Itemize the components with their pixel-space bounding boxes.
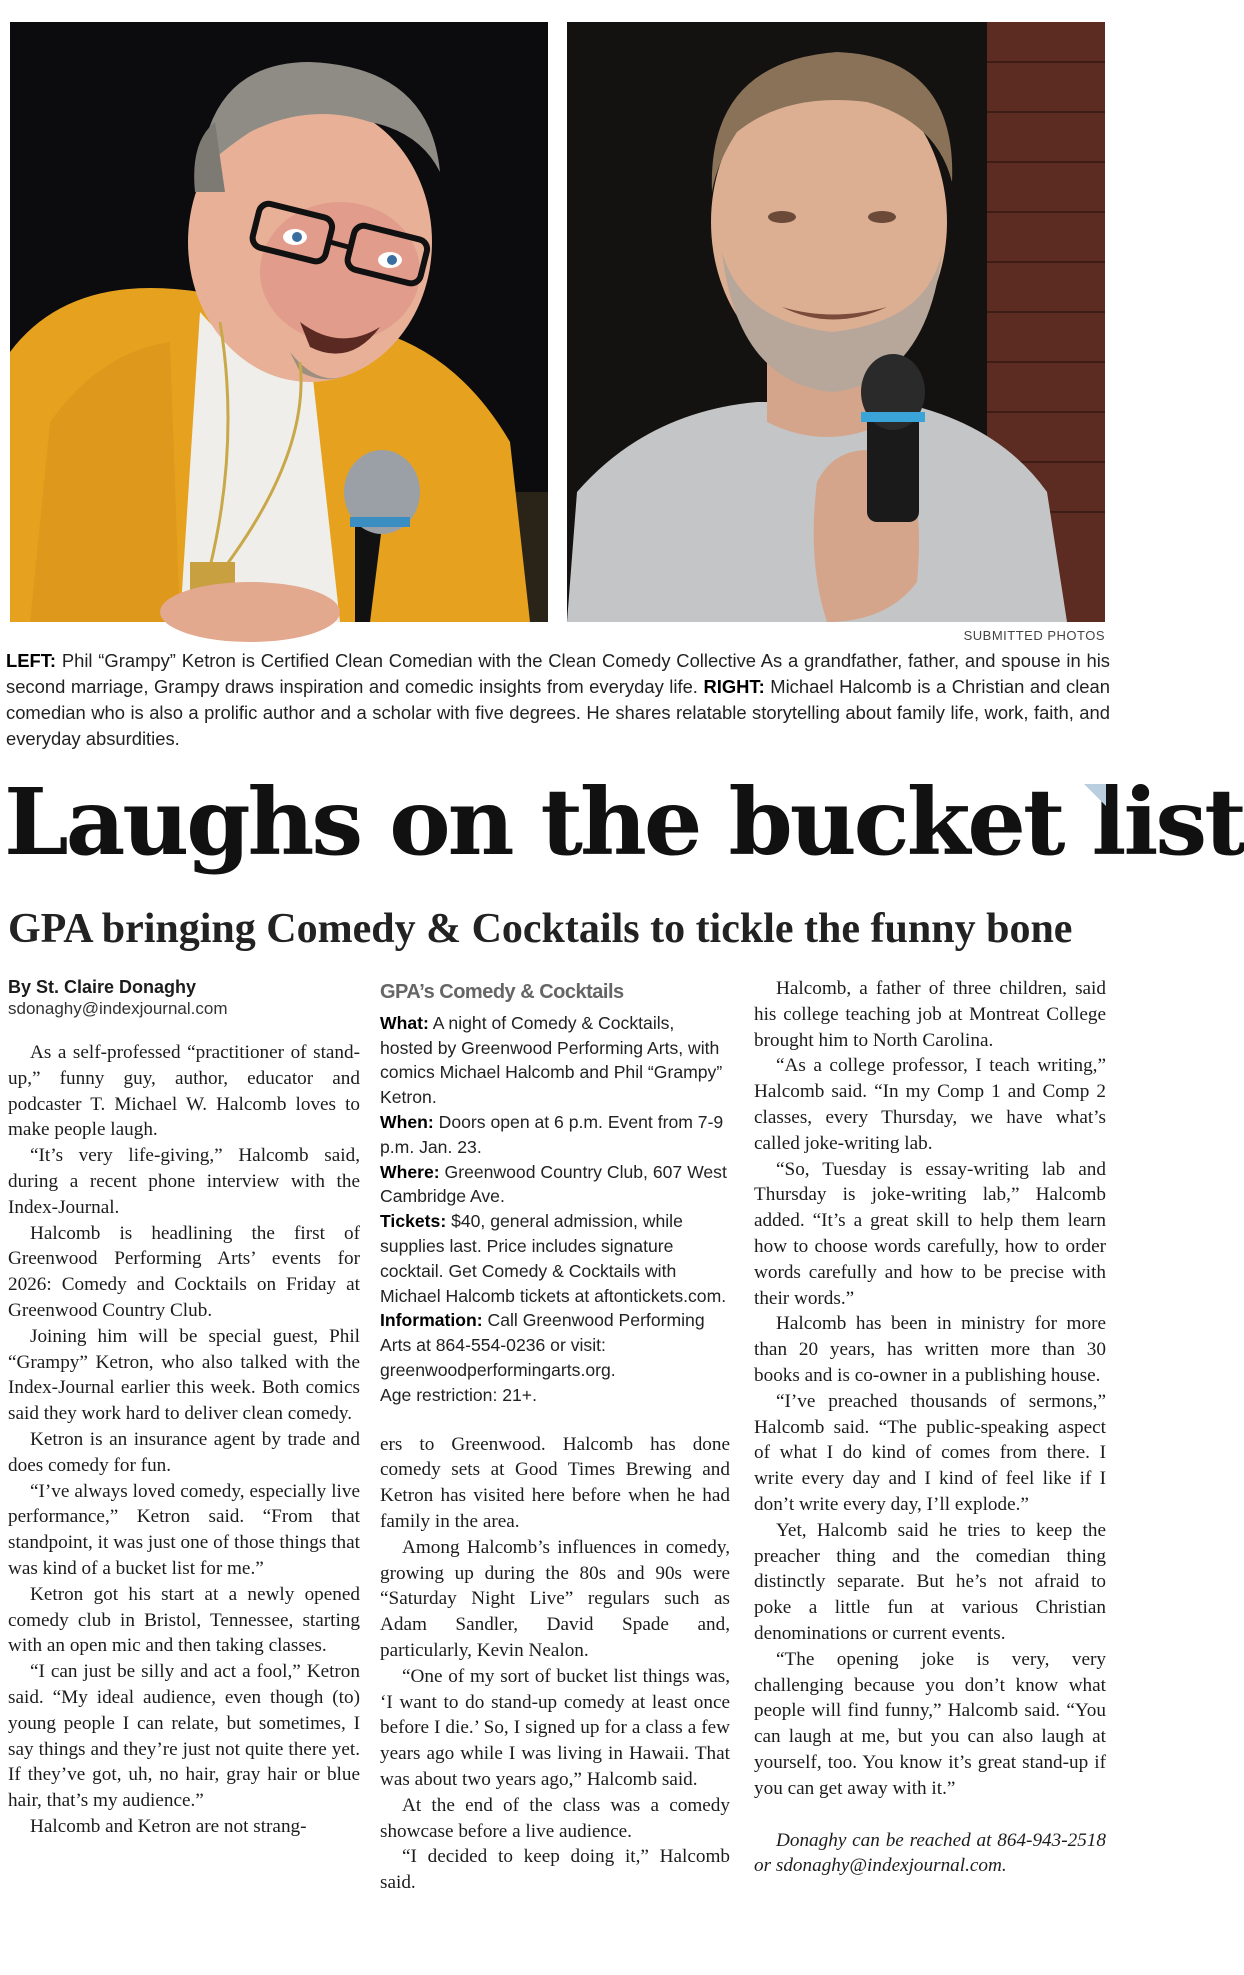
photo-michael-halcomb (567, 22, 1105, 622)
paragraph: Halcomb is headlining the first of Greenwood Performing Arts’ events for 2026: Comedy and Cocktails on Friday at Greenwood Country Club. (8, 1222, 360, 1321)
info-text: Call Greenwood Performing Arts at 864-554-0236 or visit: greenwoodperformingarts.org. (380, 1310, 705, 1380)
info-what (380, 1011, 730, 1110)
photo-phil-ketron (10, 22, 548, 622)
article-column-1 (8, 976, 360, 1840)
event-info-box (380, 980, 730, 1432)
info-when (380, 1110, 730, 1160)
info-label: Tickets: (380, 1211, 447, 1232)
paragraph: “As a college professor, I teach writing,” Halcomb said. “In my Comp 1 and Comp 2 classes, every Thursday, we have what’s called joke-writing lab. (754, 1055, 1106, 1154)
paragraph: Halcomb, a father of three children, said his college teaching job at Montreat College brought him to North Carolina. (754, 978, 1106, 1051)
paragraph: “One of my sort of bucket list things was, ‘I want to do stand-up comedy at least once before I die.’ So, I signed up for a class a few years ago while I was living in Hawaii. That was about two years ago,” Halcomb said. (380, 1665, 730, 1790)
photo-credit: SUBMITTED PHOTOS (963, 628, 1105, 643)
paragraph: As a self-professed “practitioner of stand-up,” funny guy, author, educator and podcaster T. Michael W. Halcomb loves to make people laugh. (8, 1042, 360, 1141)
paragraph: “So, Tuesday is essay-writing lab and Thursday is joke-writing lab,” Halcomb added. “It’s a great skill to help them learn how to choose words carefully, how to order words carefully and how to be precise with their words.” (754, 1158, 1106, 1309)
info-where (380, 1160, 730, 1210)
caption-left-text: Phil “Grampy” Ketron is Certified Clean Comedian with the Clean Comedy Collective As a grandfather, father, and spouse in his second marriage, Grampy draws inspiration and comedic insights from everyday life. (6, 650, 1110, 697)
page-corner-marker (1084, 784, 1106, 806)
author-contact: Donaghy can be reached at 864-943-2518 or sdonaghy@indexjournal.com. (754, 1829, 1106, 1877)
paragraph: Joining him will be special guest, Phil “Grampy” Ketron, who also talked with the Index-Journal earlier this week. Both comics said they work hard to deliver clean comedy. (8, 1325, 360, 1425)
headline: Laughs on the bucket list (4, 768, 1244, 876)
caption-left-label: LEFT: (6, 650, 57, 671)
info-label: What: (380, 1012, 429, 1033)
paragraph: Halcomb has been in ministry for more than 20 years, has written more than 30 books and is co-owner in a publishing house. (754, 1313, 1106, 1386)
byline-author: By St. Claire Donaghy (8, 977, 197, 997)
info-information (380, 1308, 730, 1382)
paragraph: “It’s very life-giving,” Halcomb said, during a recent phone interview with the Index-Journal. (8, 1145, 360, 1218)
paragraph: “I’ve always loved comedy, especially live performance,” Ketron said. “From that standpoint, it was just one of those things that was kind of a bucket list for me.” (8, 1480, 360, 1579)
paragraph: Ketron is an insurance agent by trade and does comedy for fun. (8, 1428, 360, 1476)
info-label: When: (380, 1111, 434, 1132)
info-text: Doors open at 6 p.m. Event from 7-9 p.m. Jan. 23. (380, 1111, 724, 1157)
info-text: Greenwood Country Club, 607 West Cambridge Ave. (380, 1161, 727, 1207)
paragraph: “I decided to keep doing it,” Halcomb said. (380, 1846, 730, 1894)
paragraph: Ketron got his start at a newly opened comedy club in Bristol, Tennessee, starting with an open mic and then taking classes. (8, 1583, 360, 1657)
paragraph: Among Halcomb’s influences in comedy, growing up during the 80s and 90s were “Saturday Night Live” regulars such as Adam Sandler, David Spade and, particularly, Kevin Nealon. (380, 1536, 730, 1661)
article-column-2 (380, 976, 730, 1896)
paragraph: ers to Greenwood. Halcomb has done comedy sets at Good Times Brewing and Ketron has visited here before when he had family in the area. (380, 1433, 730, 1532)
caption-right-label: RIGHT: (703, 676, 765, 697)
info-label: Information: (380, 1310, 483, 1331)
info-label: Where: (380, 1161, 440, 1182)
caption-right-text: Michael Halcomb is a Christian and clean comedian who is also a prolific author and a scholar with five degrees. He shares relatable storytelling about family life, work, faith, and everyday absurdities. (6, 676, 1110, 749)
paragraph: At the end of the class was a comedy showcase before a live audience. (380, 1794, 730, 1842)
info-text: A night of Comedy & Cocktails, hosted by Greenwood Performing Arts, with comics Michael Halcomb and Phil “Grampy” Ketron. (380, 1012, 723, 1108)
paragraph: Yet, Halcomb said he tries to keep the preacher thing and the comedian thing distinctly separate. But he’s not afraid to poke a little fun at various Christian denominations or current events. (754, 1519, 1106, 1644)
info-tickets (380, 1209, 730, 1308)
info-age-restriction: Age restriction: 21+. (380, 1384, 537, 1405)
article-column-3 (754, 976, 1106, 1879)
info-text: $40, general admission, while supplies last. Price includes signature cocktail. Get Comedy & Cocktails with Michael Halcomb tickets at aftontickets.com. (380, 1211, 727, 1306)
paragraph: “I’ve preached thousands of sermons,” Halcomb said. “The public-speaking aspect of what I do kind of comes from there. I write every day and I kind of feel like if I don’t write every day, I’ll explode.” (754, 1390, 1106, 1515)
paragraph: “The opening joke is very, very challenging because you don’t know what people will find funny,” Halcomb said. “You can laugh at me, but you can also laugh at yourself, too. You know it’s great stand-up if you can get away with it.” (754, 1648, 1106, 1799)
paragraph: “I can just be silly and act a fool,” Ketron said. “My ideal audience, even though (to) young people I can relate, but sometimes, I say things and they’re just not quite there yet. If they’ve got, uh, no hair, gray hair or blue hair, that’s my audience.” (8, 1661, 360, 1812)
info-box-title: GPA’s Comedy & Cocktails (380, 981, 624, 1003)
byline-email[interactable]: sdonaghy@indexjournal.com (8, 999, 228, 1018)
paragraph: Halcomb and Ketron are not strang- (30, 1815, 307, 1837)
photo-caption (6, 648, 1110, 752)
subheadline: GPA bringing Comedy & Cocktails to tickle the funny bone (8, 906, 1073, 952)
